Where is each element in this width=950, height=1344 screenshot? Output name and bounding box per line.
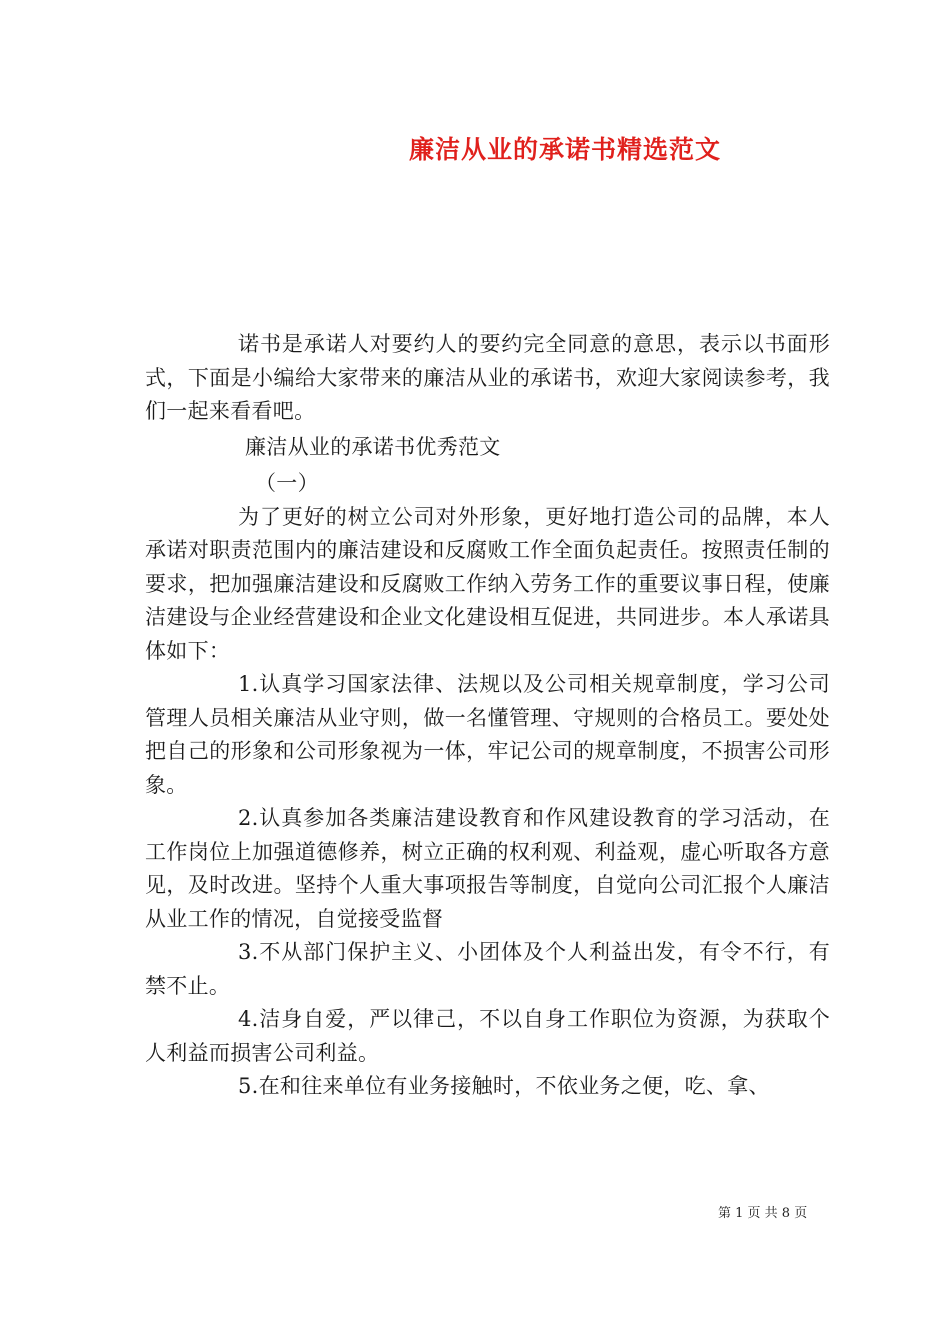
document-title: 廉洁从业的承诺书精选范文 bbox=[408, 135, 721, 164]
subheading: 廉洁从业的承诺书优秀范文 bbox=[245, 434, 501, 459]
body-paragraph: 4.洁身自爱，严以律己，不以自身工作职位为资源，为获取个人利益而损害公司利益。 bbox=[145, 1007, 830, 1065]
page-footer: 第 1 页 共 8 页 bbox=[718, 1206, 808, 1221]
document-body bbox=[145, 328, 830, 1104]
body-paragraph: 2.认真参加各类廉洁建设教育和作风建设教育的学习活动，在工作岗位上加强道德修养，树立正确的权利观、利益观，虚心听取各方意见，及时改进。坚持个人重大事项报告等制度，自觉向公司汇报个人廉洁从业工作的情况，自觉接受监督 bbox=[145, 806, 830, 931]
section-number: （一） bbox=[255, 470, 319, 495]
body-paragraph: 3.不从部门保护主义、小团体及个人利益出发，有令不行，有禁不止。 bbox=[145, 940, 830, 998]
body-paragraph: 为了更好的树立公司对外形象，更好地打造公司的品牌，本人承诺对职责范围内的廉洁建设和反腐败工作全面负起责任。按照责任制的要求，把加强廉洁建设和反腐败工作纳入劳务工作的重要议事日程，使廉洁建设与企业经营建设和企业文化建设相互促进，共同进步。本人承诺具体如下： bbox=[145, 504, 830, 663]
intro-paragraph: 诺书是承诺人对要约人的要约完全同意的意思，表示以书面形式，下面是小编给大家带来的廉洁从业的承诺书，欢迎大家阅读参考，我们一起来看看吧。 bbox=[145, 332, 830, 423]
body-paragraph: 1.认真学习国家法律、法规以及公司相关规章制度，学习公司管理人员相关廉洁从业守则，做一名懂管理、守规则的合格员工。要处处把自己的形象和公司形象视为一体，牢记公司的规章制度，不损害公司形象。 bbox=[145, 672, 830, 797]
body-paragraph: 5.在和往来单位有业务接触时，不依业务之便，吃、拿、 bbox=[238, 1074, 770, 1098]
